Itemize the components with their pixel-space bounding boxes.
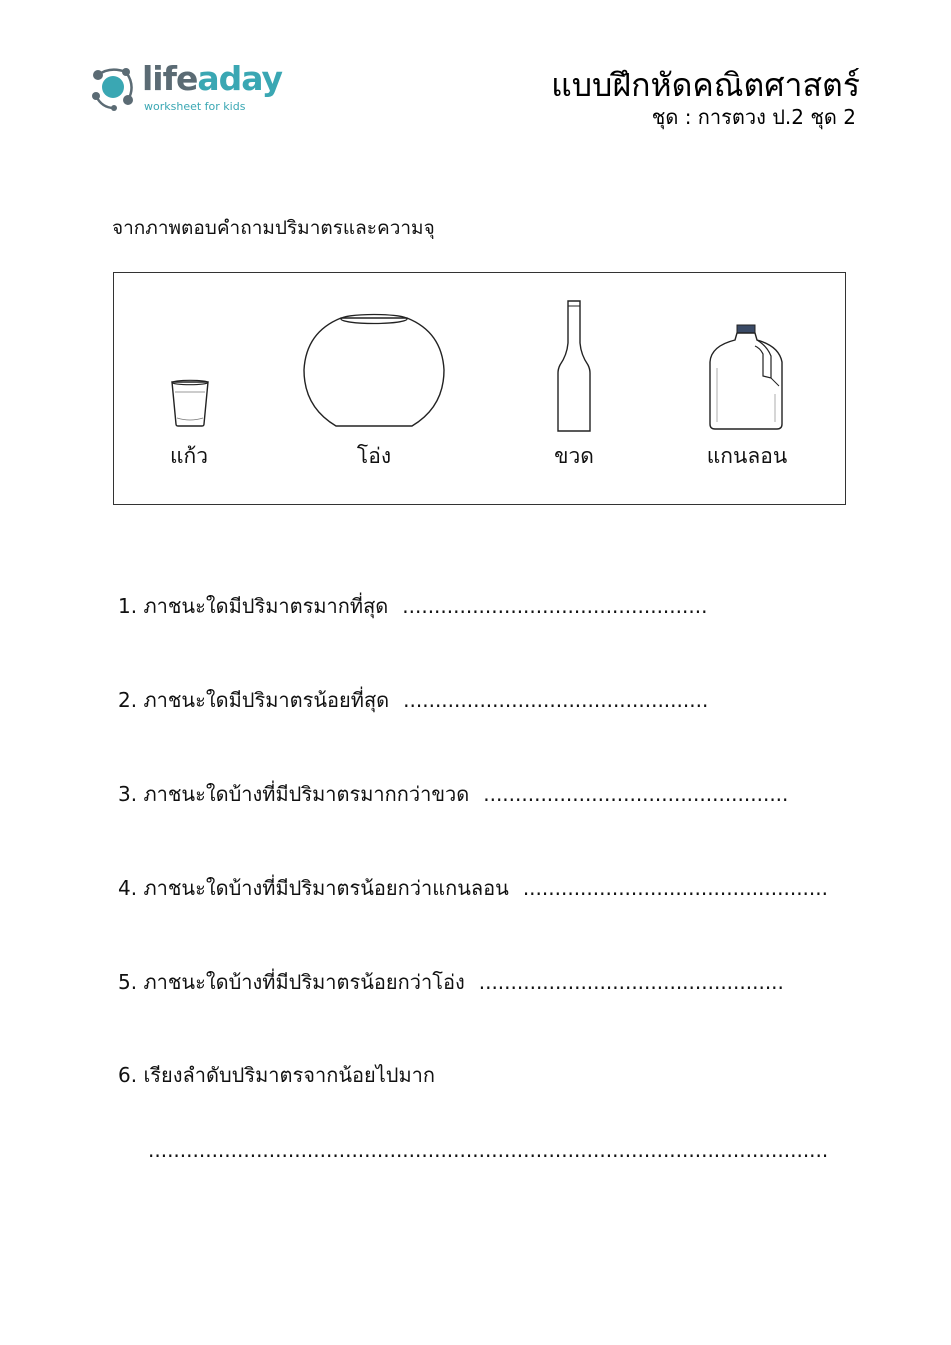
item-label-bottle: ขวด [554, 444, 594, 468]
item-label-glass: แก้ว [169, 444, 209, 468]
question-6 [118, 1059, 435, 1091]
bottle-icon [556, 299, 592, 433]
question-2 [118, 684, 708, 716]
logo-wordmark: lifeaday [142, 59, 283, 98]
question-text: 1. ภาชนะใดมีปริมาตรมากที่สุด [118, 594, 389, 618]
answer-blank[interactable]: ................................................ [402, 594, 708, 618]
worksheet-subtitle: ชุด : การตวง ป.2 ชุด 2 [651, 105, 856, 129]
logo-tagline: worksheet for kids [144, 100, 246, 113]
question-text: 4. ภาชนะใดบ้างที่มีปริมาตรน้อยกว่าแกนลอน [118, 876, 509, 900]
question-text: 5. ภาชนะใดบ้างที่มีปริมาตรน้อยกว่าโอ่ง [118, 970, 465, 994]
worksheet-title: แบบฝึกหัดคณิตศาสตร์ [551, 66, 860, 104]
question-5 [118, 966, 784, 998]
answer-blank[interactable]: ................................................ [522, 876, 828, 900]
question-text: 2. ภาชนะใดมีปริมาตรน้อยที่สุด [118, 688, 390, 712]
glass-icon [170, 378, 210, 428]
instruction-text: จากภาพตอบคำถามปริมาตรและความจุ [112, 217, 435, 239]
answer-blank[interactable]: ................................................ [403, 688, 709, 712]
question-3 [118, 778, 788, 810]
item-label-gallon: แกนลอน [706, 444, 788, 468]
item-label-jar: โอ่ง [356, 444, 392, 468]
logo-molecule-icon [88, 62, 138, 112]
jar-icon [301, 312, 447, 430]
question-1 [118, 590, 707, 622]
answer-blank[interactable]: ................................................ [478, 970, 784, 994]
final-answer-blank[interactable]: ........................................................................................................... [148, 1138, 829, 1162]
answer-blank[interactable]: ................................................ [483, 782, 789, 806]
question-4 [118, 872, 828, 904]
question-text: 6. เรียงลำดับปริมาตรจากน้อยไปมาก [118, 1063, 435, 1087]
gallon-icon [709, 324, 785, 432]
question-text: 3. ภาชนะใดบ้างที่มีปริมาตรมากกว่าขวด [118, 782, 470, 806]
lifeaday-logo [88, 60, 288, 120]
